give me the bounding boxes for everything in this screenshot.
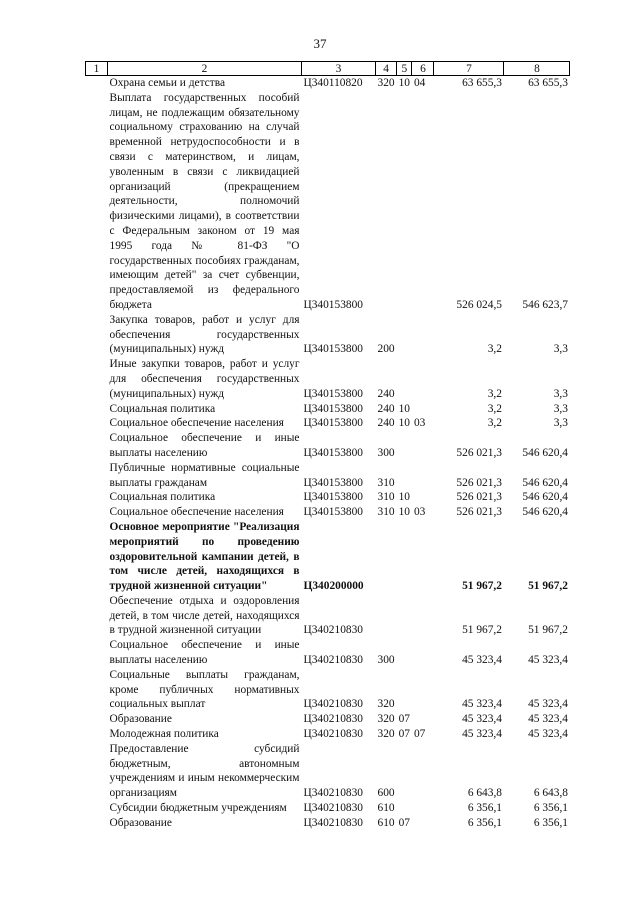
row-name: Обеспечение отдыха и оздоровления детей, в том числе детей, находящихся в трудной жизненной ситуации — [109, 594, 300, 637]
amount-year-1: 6 643,8 — [467, 787, 502, 800]
row-name: Публичные нормативные социальные выплаты гражданам — [109, 461, 300, 489]
table-row — [86, 357, 570, 401]
spacer-cell — [86, 712, 108, 727]
column-number-header-row — [86, 62, 570, 76]
section-code — [397, 638, 412, 668]
row-name: Социальное обеспечение и иные выплаты населению — [109, 432, 300, 459]
expense-type-code: 240 — [377, 417, 395, 430]
amount-year-1: 3,2 — [487, 387, 502, 400]
table-row — [86, 638, 570, 668]
subsection-code: 03 — [413, 417, 426, 430]
expense-type-code: 240 — [377, 402, 395, 415]
row-name: Социальная политика — [109, 402, 216, 415]
amount-year-2: 546 620,4 — [522, 446, 568, 459]
column-number: 5 — [397, 62, 412, 76]
section-code — [397, 594, 412, 638]
column-number: 3 — [302, 62, 376, 76]
section-code: 10 — [398, 417, 410, 430]
target-article-code: Ц340210830 — [303, 728, 363, 741]
table-row — [86, 801, 570, 816]
expense-type-code: 240 — [377, 387, 395, 400]
amount-year-1: 51 967,2 — [462, 624, 502, 637]
table-row — [86, 727, 570, 742]
amount-year-2: 3,3 — [553, 402, 568, 415]
subsection-code — [412, 91, 434, 313]
subsection-code — [412, 638, 434, 668]
section-code: 10 — [398, 491, 410, 504]
target-article-code: Ц340153800 — [303, 387, 363, 400]
amount-year-1: 45 323,4 — [462, 728, 502, 741]
amount-year-2: 51 967,2 — [528, 580, 568, 593]
amount-year-2: 546 620,4 — [522, 506, 568, 519]
spacer-cell — [86, 668, 108, 712]
amount-year-1: 3,2 — [487, 343, 502, 356]
expense-type-code — [376, 91, 397, 313]
section-code — [397, 668, 412, 712]
amount-year-2: 546 623,7 — [522, 298, 568, 311]
column-number: 8 — [504, 62, 570, 76]
subsection-code: 04 — [413, 77, 426, 89]
section-code: 10 — [398, 402, 410, 415]
target-article-code: Ц340153800 — [303, 476, 363, 489]
amount-year-1: 526 024,5 — [456, 298, 502, 311]
table-row — [86, 76, 570, 91]
row-name: Закупка товаров, работ и услуг для обеспечения государственных (муниципальных) нужд — [109, 313, 300, 356]
expense-type-code — [376, 594, 397, 638]
section-code — [397, 801, 412, 816]
column-number: 4 — [376, 62, 397, 76]
table-row — [86, 91, 570, 313]
table-row — [86, 712, 570, 727]
expense-type-code: 320 — [377, 713, 395, 726]
expense-type-code: 320 — [377, 728, 395, 741]
subsection-code — [412, 431, 434, 461]
expense-type-code: 310 — [377, 491, 395, 504]
target-article-code: Ц340153800 — [303, 491, 363, 504]
row-name: Предоставление субсидий бюджетным, автономным учреждениям и иным некоммерческим организациям — [109, 742, 300, 800]
amount-year-2: 45 323,4 — [528, 728, 568, 741]
subsection-code — [412, 357, 434, 401]
target-article-code: Ц340210830 — [303, 713, 363, 726]
section-code — [397, 742, 412, 801]
row-name: Субсидии бюджетным учреждениям — [109, 802, 287, 815]
spacer-cell — [86, 357, 108, 401]
spacer-cell — [86, 816, 108, 831]
row-name: Иные закупки товаров, работ и услуг для обеспечения государственных (муниципальных) нужд — [109, 358, 300, 400]
subsection-code — [412, 742, 434, 801]
row-name: Основное мероприятие "Реализация мероприятий по проведению оздоровительной кампании детей, в том числе детей, находящихся в трудной жизненной ситуации" — [109, 520, 300, 593]
section-code: 07 — [398, 713, 410, 726]
column-number: 6 — [412, 62, 434, 76]
spacer-cell — [86, 431, 108, 461]
spacer-cell — [86, 638, 108, 668]
expense-type-code: 320 — [377, 77, 395, 89]
target-article-code: Ц340110820 — [303, 77, 363, 89]
target-article-code: Ц340200000 — [303, 580, 364, 593]
budget-table — [85, 61, 570, 831]
amount-year-1: 3,2 — [487, 402, 502, 415]
amount-year-1: 526 021,3 — [456, 506, 502, 519]
amount-year-2: 6 356,1 — [533, 802, 568, 815]
amount-year-1: 45 323,4 — [462, 713, 502, 726]
subsection-code — [412, 313, 434, 357]
spacer-cell — [86, 402, 108, 417]
row-name: Образование — [109, 816, 172, 829]
amount-year-1: 6 356,1 — [467, 802, 502, 815]
table-row — [86, 520, 570, 594]
table-row — [86, 816, 570, 831]
row-name: Охрана семьи и детства — [109, 77, 225, 89]
table-row — [86, 490, 570, 505]
row-name: Выплата государственных пособий лицам, не подлежащим обязательному социальному страхованию на случай временной нетрудоспособности и в связи с материнством, и лицам, уволенным в связи с ликвидацией организаций (прекращением деятельности, полномочий физическими лицами), в соответствии с Федеральным законом от 19 мая 1995 года № 81-ФЗ "О государственных пособиях гражданам, имеющим детей" за счет субвенции, предоставляемой из федерального бюджета — [109, 91, 300, 311]
table-row — [86, 431, 570, 461]
subsection-code: 07 — [413, 728, 426, 741]
amount-year-1: 45 323,4 — [462, 654, 502, 667]
expense-type-code: 300 — [377, 446, 395, 459]
spacer-cell — [86, 76, 108, 91]
spacer-cell — [86, 520, 108, 594]
target-article-code: Ц340210830 — [303, 816, 363, 829]
amount-year-2: 6 356,1 — [533, 816, 568, 829]
subsection-code — [412, 816, 434, 831]
row-name: Молодежная политика — [109, 728, 219, 741]
table-row — [86, 505, 570, 520]
amount-year-2: 546 620,4 — [522, 491, 568, 504]
target-article-code: Ц340153800 — [303, 343, 363, 356]
amount-year-1: 526 021,3 — [456, 446, 502, 459]
target-article-code: Ц340210830 — [303, 624, 363, 637]
target-article-code: Ц340210830 — [303, 802, 363, 815]
expense-type-code: 600 — [377, 787, 395, 800]
spacer-cell — [86, 742, 108, 801]
page-number: 37 — [313, 36, 327, 51]
spacer-cell — [86, 91, 108, 313]
subsection-code — [412, 668, 434, 712]
amount-year-1: 45 323,4 — [462, 698, 502, 711]
amount-year-2: 3,3 — [553, 417, 568, 430]
amount-year-1: 3,2 — [487, 417, 502, 430]
section-code: 10 — [398, 77, 410, 89]
target-article-code: Ц340153800 — [303, 402, 363, 415]
expense-type-code: 310 — [377, 506, 395, 519]
expense-type-code: 610 — [377, 802, 395, 815]
amount-year-1: 526 021,3 — [456, 476, 502, 489]
spacer-cell — [86, 801, 108, 816]
column-number: 7 — [434, 62, 504, 76]
target-article-code: Ц340153800 — [303, 506, 363, 519]
amount-year-1: 526 021,3 — [456, 491, 502, 504]
section-code — [397, 520, 412, 594]
row-name: Социальная политика — [109, 491, 216, 504]
expense-type-code: 610 — [377, 816, 395, 829]
table-row — [86, 594, 570, 638]
table-row — [86, 461, 570, 491]
subsection-code — [412, 594, 434, 638]
subsection-code — [412, 402, 434, 417]
section-code: 10 — [398, 506, 410, 519]
section-code — [397, 461, 412, 491]
row-name: Социальное обеспечение и иные выплаты населению — [109, 639, 300, 667]
subsection-code — [412, 461, 434, 491]
spacer-cell — [86, 727, 108, 742]
subsection-code — [412, 801, 434, 816]
expense-type-code: 300 — [377, 654, 395, 667]
expense-type-code — [376, 520, 397, 594]
row-name: Социальное обеспечение населения — [109, 417, 284, 430]
amount-year-2: 546 620,4 — [522, 476, 568, 489]
subsection-code — [412, 490, 434, 505]
amount-year-2: 45 323,4 — [528, 713, 568, 726]
amount-year-1: 51 967,2 — [462, 580, 502, 593]
row-name: Образование — [109, 713, 172, 726]
expense-type-code: 200 — [377, 343, 395, 356]
column-number: 2 — [108, 62, 302, 76]
amount-year-2: 45 323,4 — [528, 654, 568, 667]
section-code: 07 — [398, 728, 410, 741]
spacer-cell — [86, 461, 108, 491]
row-name: Социальные выплаты гражданам, кроме публичных нормативных социальных выплат — [109, 668, 300, 711]
section-code — [397, 431, 412, 461]
spacer-cell — [86, 505, 108, 520]
section-code: 07 — [398, 816, 410, 829]
amount-year-2: 3,3 — [553, 387, 568, 400]
target-article-code: Ц340153800 — [303, 417, 363, 430]
expense-type-code: 320 — [377, 698, 395, 711]
subsection-code — [412, 520, 434, 594]
amount-year-2: 6 643,8 — [533, 787, 568, 800]
amount-year-2: 45 323,4 — [528, 698, 568, 711]
section-code — [397, 91, 412, 313]
spacer-cell — [86, 594, 108, 638]
amount-year-2: 3,3 — [553, 343, 568, 356]
expense-type-code: 310 — [377, 476, 395, 489]
amount-year-2: 51 967,2 — [528, 624, 568, 637]
amount-year-2: 63 655,3 — [528, 77, 568, 89]
table-row — [86, 313, 570, 357]
column-number: 1 — [86, 62, 108, 76]
spacer-cell — [86, 416, 108, 431]
subsection-code — [412, 712, 434, 727]
target-article-code: Ц340210830 — [303, 698, 363, 711]
table-row — [86, 402, 570, 417]
table-row — [86, 668, 570, 712]
target-article-code: Ц340210830 — [303, 654, 363, 667]
subsection-code: 03 — [413, 506, 426, 519]
target-article-code: Ц340153800 — [303, 298, 363, 311]
spacer-cell — [86, 313, 108, 357]
spacer-cell — [86, 490, 108, 505]
section-code — [397, 313, 412, 357]
amount-year-1: 63 655,3 — [462, 77, 502, 89]
amount-year-1: 6 356,1 — [467, 816, 502, 829]
table-row — [86, 416, 570, 431]
table-row — [86, 742, 570, 801]
row-name: Социальное обеспечение населения — [109, 506, 284, 519]
target-article-code: Ц340153800 — [303, 446, 363, 459]
section-code — [397, 357, 412, 401]
target-article-code: Ц340210830 — [303, 787, 363, 800]
